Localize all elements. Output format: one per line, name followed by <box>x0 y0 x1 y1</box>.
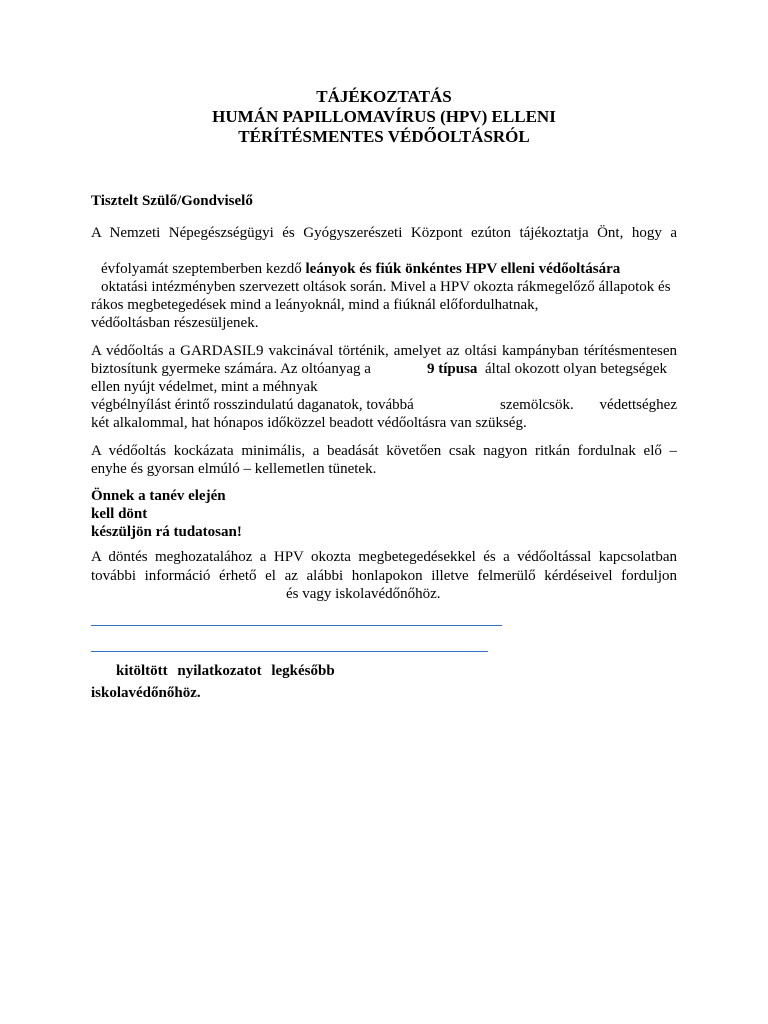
p2-line-2-end: által okozott olyan betegségek <box>485 361 668 377</box>
p3-line-2: enyhe és gyorsan elmúló – kellemetlen tünetek. <box>91 461 377 477</box>
p2-line-2 <box>91 360 677 378</box>
p3-line-1: A védőoltás kockázata minimális, a beadását követően csak nagyon ritkán fordulnak elő – <box>91 443 677 459</box>
p1-line-5: rákos megbetegedések mind a leányoknál, mind a fiúknál előfordulhatnak, <box>91 297 539 313</box>
p2-line-4 <box>91 396 677 414</box>
website-link-line-1[interactable] <box>91 625 502 626</box>
p4-line-2 <box>91 505 677 523</box>
p5-line-2: további információ érhető el az alábbi honlapokon illetve felmerülő kérdéseivel forduljon <box>91 568 677 584</box>
p5-line-3: és vagy iskolavédőnőhöz. <box>286 586 441 602</box>
website-link-line-2[interactable] <box>91 651 488 652</box>
p4-line-1-start: Önnek a tanév elején <box>91 488 226 504</box>
salutation: Tisztelt Szülő/Gondviselő <box>91 193 253 209</box>
title-line-3: TÉRÍTÉSMENTES VÉDŐOLTÁSRÓL <box>238 127 530 146</box>
p4-line-1 <box>91 487 677 505</box>
title-line-1: TÁJÉKOZTATÁS <box>316 87 452 106</box>
p1-line-4: oktatási intézményben szervezett oltások során. Mivel a HPV okozta rákmegelőző állapotok és <box>101 279 671 295</box>
p2-line-2-text: biztosítunk gyermeke számára. Az oltóanyag a <box>91 361 371 377</box>
p2-line-4-start: végbélnyílást érintő rosszindulatú daganatok, továbbá <box>91 397 414 413</box>
p5-line-1: A döntés meghozatalához a HPV okozta megbetegedésekkel és a védőoltással kapcsolatban <box>91 549 677 565</box>
p4-line-2-start: kell dönt <box>91 506 148 522</box>
p1-line-3-text: évfolyamát szeptemberben kezdő <box>101 261 302 277</box>
p2-line-3-start: ellen nyújt védelmet, mint a méhnyak <box>91 379 318 395</box>
p1-line-3 <box>101 260 677 278</box>
p1-line-6: védőoltásban részesüljenek. <box>91 315 259 331</box>
p4-line-3: készüljön rá tudatosan! <box>91 524 242 540</box>
footer-line-2: iskolavédőnőhöz. <box>91 685 201 701</box>
p1-line-1: A Nemzeti Népegészségügyi és Gyógyszerészeti Központ ezúton tájékoztatja Önt, hogy a <box>91 225 677 241</box>
p2-immunity: védettséghez <box>599 397 677 413</box>
p2-warts: szemölcsök. <box>500 397 574 413</box>
p2-line-5: két alkalommal, hat hónapos időközzel beadott védőoltásra van szükség. <box>91 415 527 431</box>
title-line-2: HUMÁN PAPILLOMAVÍRUS (HPV) ELLENI <box>212 107 556 126</box>
footer-line-1: kitöltött nyilatkozatot legkésőbb <box>116 663 335 679</box>
p1-vaccination-highlight: leányok és fiúk önkéntes HPV elleni védőoltására <box>305 261 621 277</box>
p2-line-1: A védőoltás a GARDASIL9 vakcinával történik, amelyet az oltási kampányban térítésmentesen <box>91 343 677 359</box>
p2-type-count: 9 típusa <box>427 361 478 377</box>
p2-line-3 <box>91 378 677 396</box>
